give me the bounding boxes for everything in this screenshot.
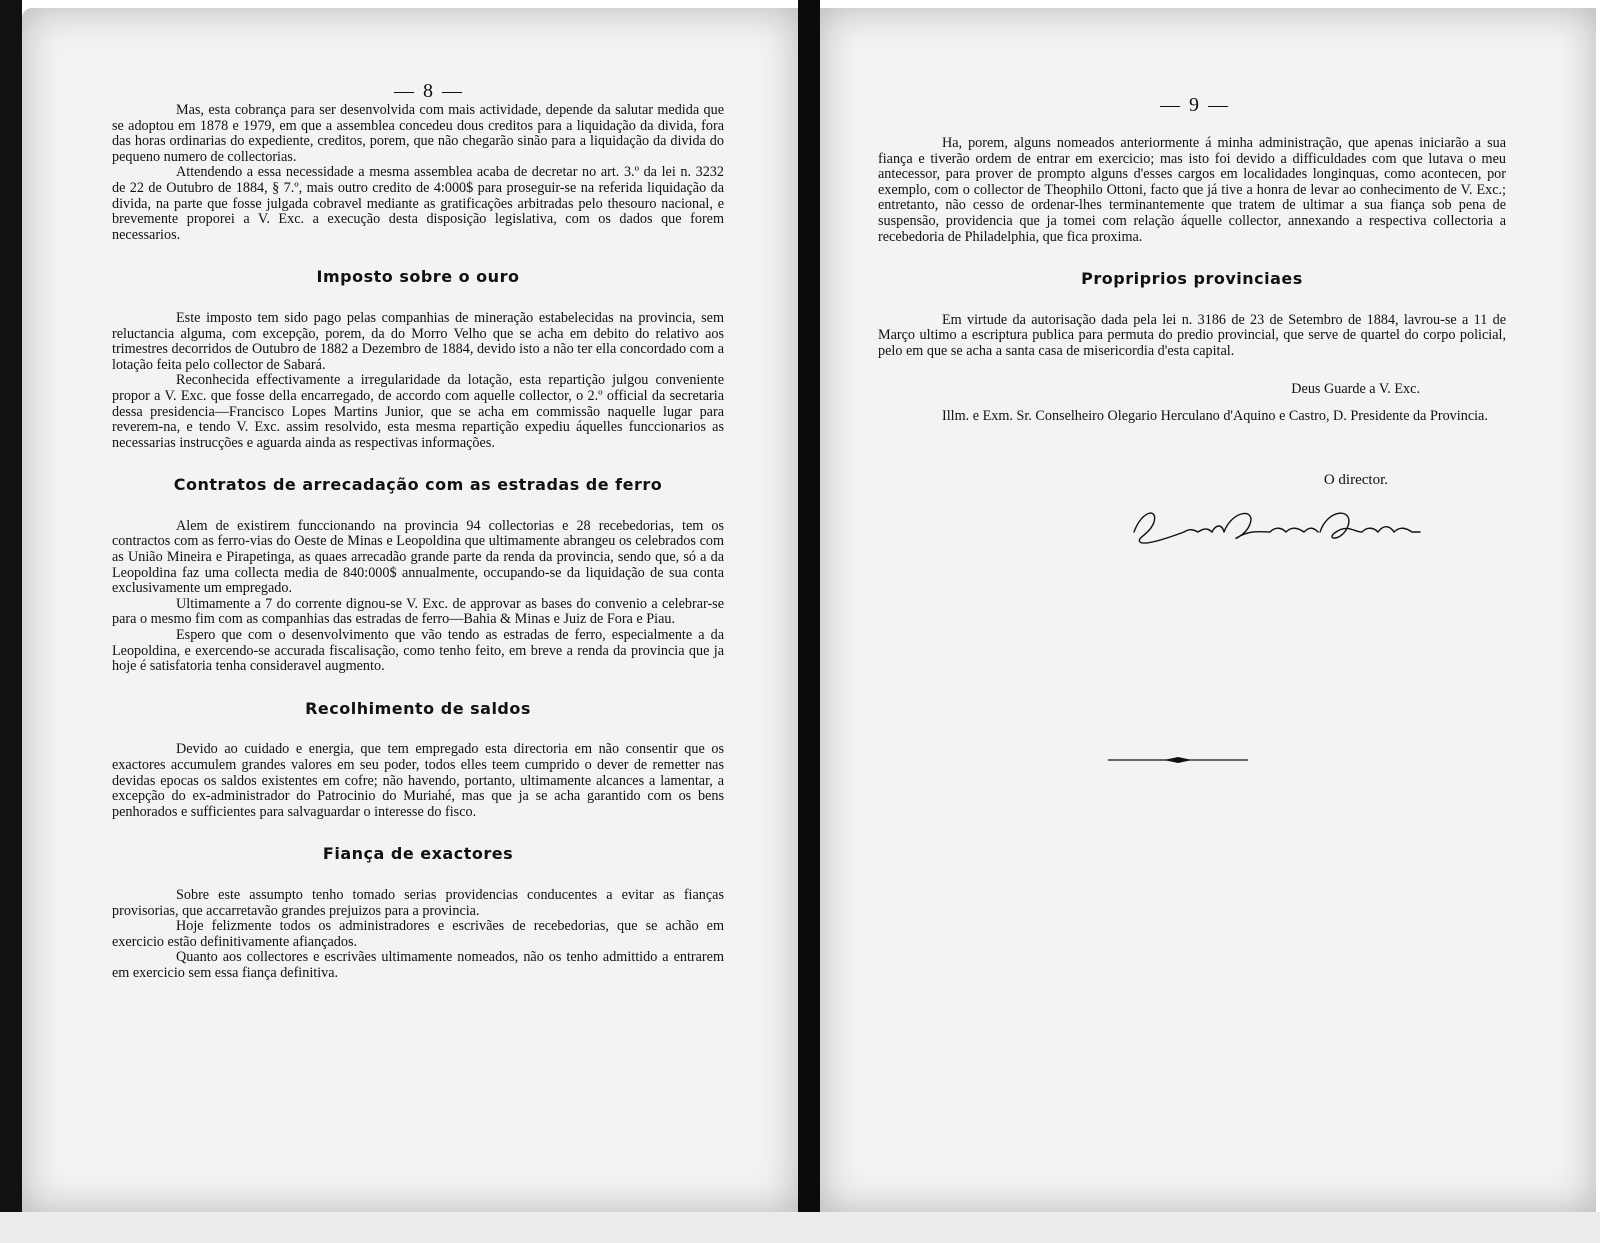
book-binding-left-edge	[0, 0, 22, 1243]
paragraph: Attendendo a essa necessidade a mesma assemblea acaba de decretar no art. 3.º da lei n. 3232 de 22 de Outubro de 1884, § 7.º, mais outro credito de 4:000$ para proseguir-se na referida liquidação da divida, na parte que fosse julgada cobravel mediante as gratificações arbitradas pelo thesouro nacional, e brevemente proporei a V. Exc. a execução desta disposição legislativa, com os dados que forem necessarios.	[112, 164, 724, 243]
paragraph: Ultimamente a 7 do corrente dignou-se V. Exc. de approvar as bases do convenio a celebrar-se para o mesmo fim com as companhias das estradas de ferro—Bahia & Minas e Juiz de Fora e Piau.	[112, 595, 724, 628]
paragraph: Hoje felizmente todos os administradores e escrivães de recebedorias, que se achão em exercicio estão definitivamente afiançados.	[112, 918, 724, 950]
paragraph: Alem de existirem funccionando na provincia 94 collectorias e 28 recebedorias, tem os contractos com as ferro-vias do Oeste de Minas e Leopoldina que ultimamente abrangeu os celebrados com as União Mineira e Pirapetinga, as quaes arrecadão grande parte da renda da provincia, sendo que, só a da Leopoldina faz uma collecta media de 840:000$ annualmente, occupando-se da liquidação de sua conta exclusivamente um empregado.	[112, 517, 724, 597]
closing-ornamental-rule	[1108, 753, 1506, 769]
section-heading: Imposto sobre o ouro	[316, 267, 520, 287]
signoff-title: O director.	[1323, 471, 1388, 488]
closing-formula: Deus Guarde a V. Exc.	[1291, 380, 1420, 397]
right-page-text	[878, 136, 1506, 769]
page-number: — 8 —	[394, 80, 464, 102]
paragraph: Mas, esta cobrança para ser desenvolvida com mais actividade, depende da salutar medida que se adoptou em 1878 e 1979, em que a assemblea concedeu dous creditos para a liquidação da divida, fora das horas ordinarias do expediente, creditos, porem, que não chegarão sinão para a liquidação da divida do pequeno numero de collectorias.	[112, 102, 724, 165]
addressee: Illm. e Exm. Sr. Conselheiro Olegario Herculano d'Aquino e Castro, D. Presidente da Provincia.	[942, 408, 1488, 425]
paragraph: Espero que com o desenvolvimento que vão tendo as estradas de ferro, especialmente a da Leopoldina, e exercendo-se accurada fiscalisação, como tenho feito, em breve a renda da provincia que ja hoje é satisfatoria tenha consideravel augmento.	[112, 627, 724, 675]
page-number: — 9 —	[1160, 94, 1230, 116]
scan-bottom-margin	[0, 1212, 1600, 1243]
rule-drawing	[1108, 756, 1248, 764]
left-page	[22, 8, 798, 1212]
paragraph: Reconhecida effectivamente a irregularidade da lotação, esta repartição julgou conveniente propor a V. Exc. que fosse della encarregado, de accordo com aquelle collector, o 2.º official da secretaria dessa presidencia—Francisco Lopes Martins Junior, que se acha em commissão naquelle lugar para reverem-na, e tendo V. Exc. assim resolvido, esta mesma repartição expediu áquelles funccionarios as necessarias instrucções e aguarda ainda as respectivas informações.	[112, 372, 724, 451]
section-heading: Propriprios provinciaes	[1081, 269, 1303, 289]
paragraph: Em virtude da autorisação dada pela lei n. 3186 de 23 de Setembro de 1884, lavrou-se a 11 de Março ultimo a escriptura publica para permuta do predio provincial, que serve de quartel do corpo policial, pelo em que se acha a santa casa de misericordia d'esta capital.	[878, 311, 1506, 359]
handwritten-signature	[1128, 502, 1506, 553]
section-heading: Fiança de exactores	[322, 844, 514, 864]
book-gutter	[798, 0, 820, 1243]
paragraph: Devido ao cuidado e energia, que tem empregado esta directoria em não consentir que os exactores accumulem grandes valores em seu poder, todos elles teem cumprido o dever de remetter nas devidas epocas os saldos existentes em cofre; não havendo, portanto, ultimamente alcances a lamentar, a excepção do ex-administrador do Patrocinio do Muriahé, mas que ja se acha garantido com os bens penhorados e sufficientes para salvaguardar o interesse do fisco.	[112, 741, 724, 820]
section-heading: Contratos de arrecadação com as estradas de ferro	[173, 475, 663, 495]
signature-drawing	[1128, 502, 1428, 548]
section-heading: Recolhimento de saldos	[305, 698, 531, 718]
left-page-text	[112, 103, 724, 982]
right-page	[820, 8, 1596, 1212]
paragraph: Ha, porem, alguns nomeados anteriormente á minha administração, que apenas iniciarão a sua fiança e tiverão ordem de entrar em exercicio; mas isto foi devido a difficuldades com que lutava o meu antecessor, para prover de prompto alguns d'esses cargos em localidades longinquas, como acontecen, por exemplo, com o collector de Theophilo Ottoni, facto que já tive a honra de levar ao conhecimento de V. Exc.; entretanto, não cesso de ordenar-lhes terminantemente que tratem de ultimar a sua fiança sob pena de suspensão, providencia que ja tomei com relação áquelle collector, annexando a respectiva collectoria a recebedoria de Philadelphia, que fica proxima.	[878, 135, 1506, 245]
paragraph: Este imposto tem sido pago pelas companhias de mineração estabelecidas na provincia, sem reluctancia alguma, com excepção, porem, da do Morro Velho que se acha em debito do relativo aos trimestres decorridos de Outubro de 1882 a Dezembro de 1884, devido isto a não ter ella concordado com a lotação feita pelo collector de Sabará.	[112, 309, 724, 373]
paragraph: Sobre este assumpto tenho tomado serias providencias conducentes a evitar as fianças provisorias, que accarretavão grandes prejuizos para a provincia.	[112, 886, 724, 919]
paragraph: Quanto aos collectores e escrivães ultimamente nomeados, não os tenho admittido a entrarem em exercicio sem essa fiança definitiva.	[112, 949, 724, 981]
